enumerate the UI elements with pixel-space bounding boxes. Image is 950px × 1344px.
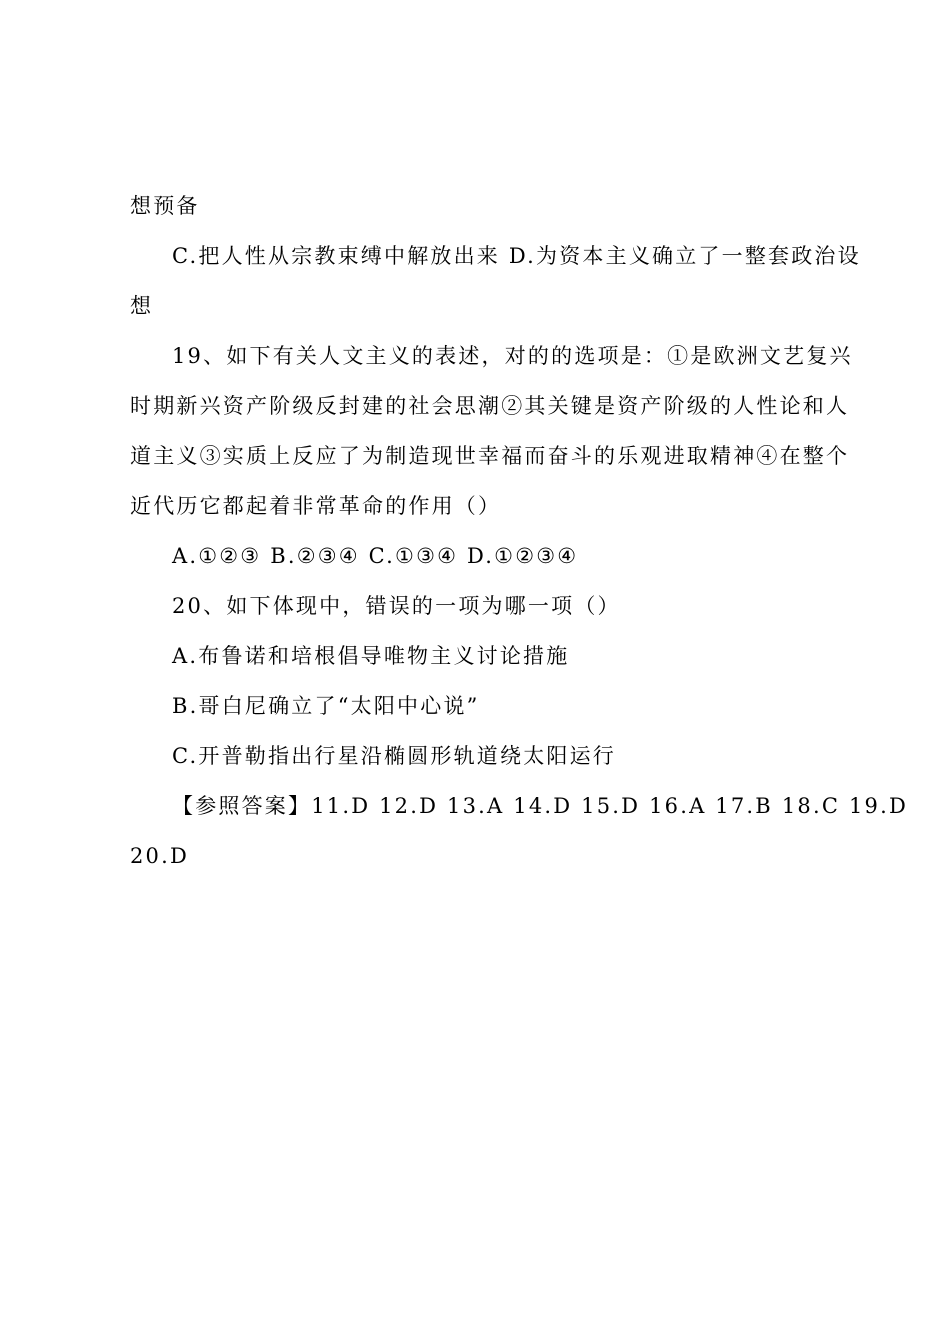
question-19-line-4: 近代历它都起着非常革命的作用（） xyxy=(130,494,502,518)
question-20-option-b: B.哥白尼确立了“太阳中心说” xyxy=(172,694,480,718)
text-line-continuation: 想 xyxy=(130,294,154,318)
question-19-line-1: 19、如下有关人文主义的表述，对的的选项是：①是欧洲文艺复兴 xyxy=(172,344,853,368)
question-19-options: A.①②③ B.②③④ C.①③④ D.①②③④ xyxy=(172,544,579,568)
text-line-continuation: 想预备 xyxy=(130,194,200,218)
answer-key-line-1: 【参照答案】11.D 12.D 13.A 14.D 15.D 16.A 17.B 18.C 19.D xyxy=(172,794,908,818)
question-19-line-3: 道主义③实质上反应了为制造现世幸福而奋斗的乐观进取精神④在整个 xyxy=(130,444,850,468)
question-20-option-c: C.开普勒指出行星沿椭圆形轨道绕太阳运行 xyxy=(172,744,616,768)
question-20-option-a: A.布鲁诺和培根倡导唯物主义讨论措施 xyxy=(172,644,570,668)
answer-key-line-2: 20.D xyxy=(130,844,190,868)
question-20-stem: 20、如下体现中，错误的一项为哪一项（） xyxy=(172,594,621,618)
question-19-line-2: 时期新兴资产阶级反封建的社会思潮②其关键是资产阶级的人性论和人 xyxy=(130,394,850,418)
option-c-d-line: C.把人性从宗教束缚中解放出来 D.为资本主义确立了一整套政治设 xyxy=(172,244,861,268)
